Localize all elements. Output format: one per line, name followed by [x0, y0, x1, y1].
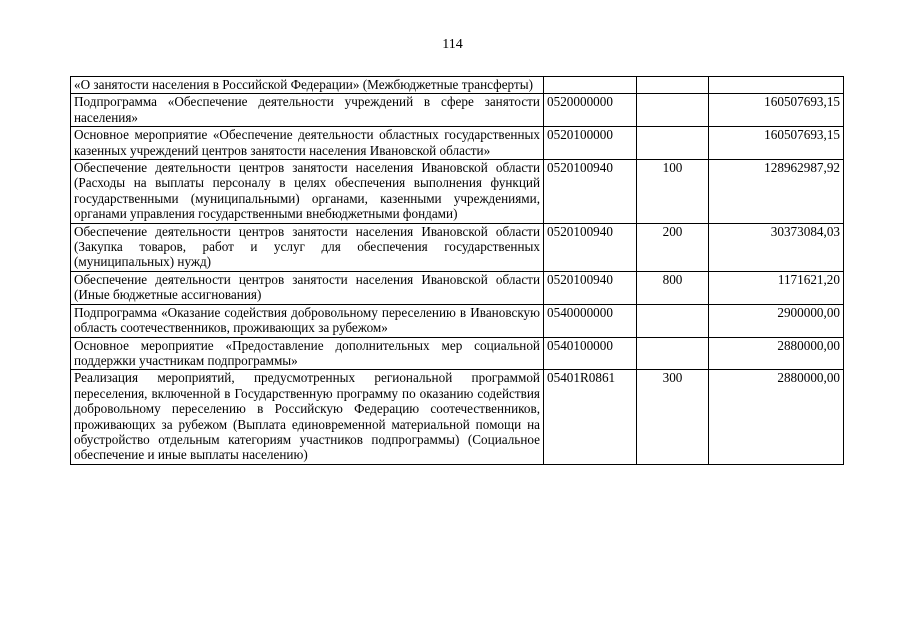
amount: 2900000,00 — [709, 304, 844, 337]
amount — [709, 77, 844, 94]
target-article-code: 0520100000 — [544, 127, 637, 160]
page-number: 114 — [442, 37, 463, 52]
amount: 30373084,03 — [709, 223, 844, 271]
target-article-code: 0520100940 — [544, 271, 637, 304]
table-row — [71, 77, 844, 94]
target-article-code: 0540100000 — [544, 337, 637, 370]
target-article-code — [544, 77, 637, 94]
expense-type-code — [637, 304, 709, 337]
table-row — [71, 94, 844, 127]
amount: 160507693,15 — [709, 127, 844, 160]
expense-type-code: 100 — [637, 160, 709, 224]
target-article-code: 0520100940 — [544, 160, 637, 224]
expense-type-code: 300 — [637, 370, 709, 464]
expense-type-code — [637, 77, 709, 94]
item-name: Обеспечение деятельности центров занятости населения Ивановской области (Иные бюджетные ассигнования) — [71, 271, 544, 304]
expense-type-code: 200 — [637, 223, 709, 271]
budget-table — [70, 76, 844, 465]
table-row — [71, 304, 844, 337]
amount: 128962987,92 — [709, 160, 844, 224]
item-name: Подпрограмма «Обеспечение деятельности учреждений в сфере занятости населения» — [71, 94, 544, 127]
table-row — [71, 127, 844, 160]
table-row — [71, 160, 844, 224]
expense-type-code — [637, 94, 709, 127]
target-article-code: 0520000000 — [544, 94, 637, 127]
expense-type-code: 800 — [637, 271, 709, 304]
target-article-code: 0540000000 — [544, 304, 637, 337]
item-name: Обеспечение деятельности центров занятости населения Ивановской области (Расходы на выплаты персоналу в целях обеспечения выполнения функций государственными (муниципальными) органами, казенными учреждениями, органами управления государственными внебюджетными фондами) — [71, 160, 544, 224]
amount: 2880000,00 — [709, 337, 844, 370]
expense-type-code — [637, 337, 709, 370]
table-row — [71, 271, 844, 304]
item-name: Основное мероприятие «Предоставление дополнительных мер социальной поддержки участникам подпрограммы» — [71, 337, 544, 370]
table-row — [71, 337, 844, 370]
item-name: Обеспечение деятельности центров занятости населения Ивановской области (Закупка товаров, работ и услуг для обеспечения государственных (муниципальных) нужд) — [71, 223, 544, 271]
target-article-code: 05401R0861 — [544, 370, 637, 464]
item-name: «О занятости населения в Российской Федерации» (Межбюджетные трансферты) — [71, 77, 544, 94]
item-name: Основное мероприятие «Обеспечение деятельности областных государственных казенных учреждений центров занятости населения Ивановской области» — [71, 127, 544, 160]
target-article-code: 0520100940 — [544, 223, 637, 271]
table-row — [71, 370, 844, 464]
amount: 1171621,20 — [709, 271, 844, 304]
table-row — [71, 223, 844, 271]
item-name: Реализация мероприятий, предусмотренных региональной программой переселения, включенной в Государственную программу по оказанию содействия добровольному переселению в Российскую Федерацию соотечественников, проживающих за рубежом (Выплата единовременной материальной помощи на обустройство отдельным категориям участников подпрограммы) (Социальное обеспечение и иные выплаты населению) — [71, 370, 544, 464]
amount: 160507693,15 — [709, 94, 844, 127]
expense-type-code — [637, 127, 709, 160]
item-name: Подпрограмма «Оказание содействия добровольному переселению в Ивановскую область соотечественников, проживающих за рубежом» — [71, 304, 544, 337]
amount: 2880000,00 — [709, 370, 844, 464]
